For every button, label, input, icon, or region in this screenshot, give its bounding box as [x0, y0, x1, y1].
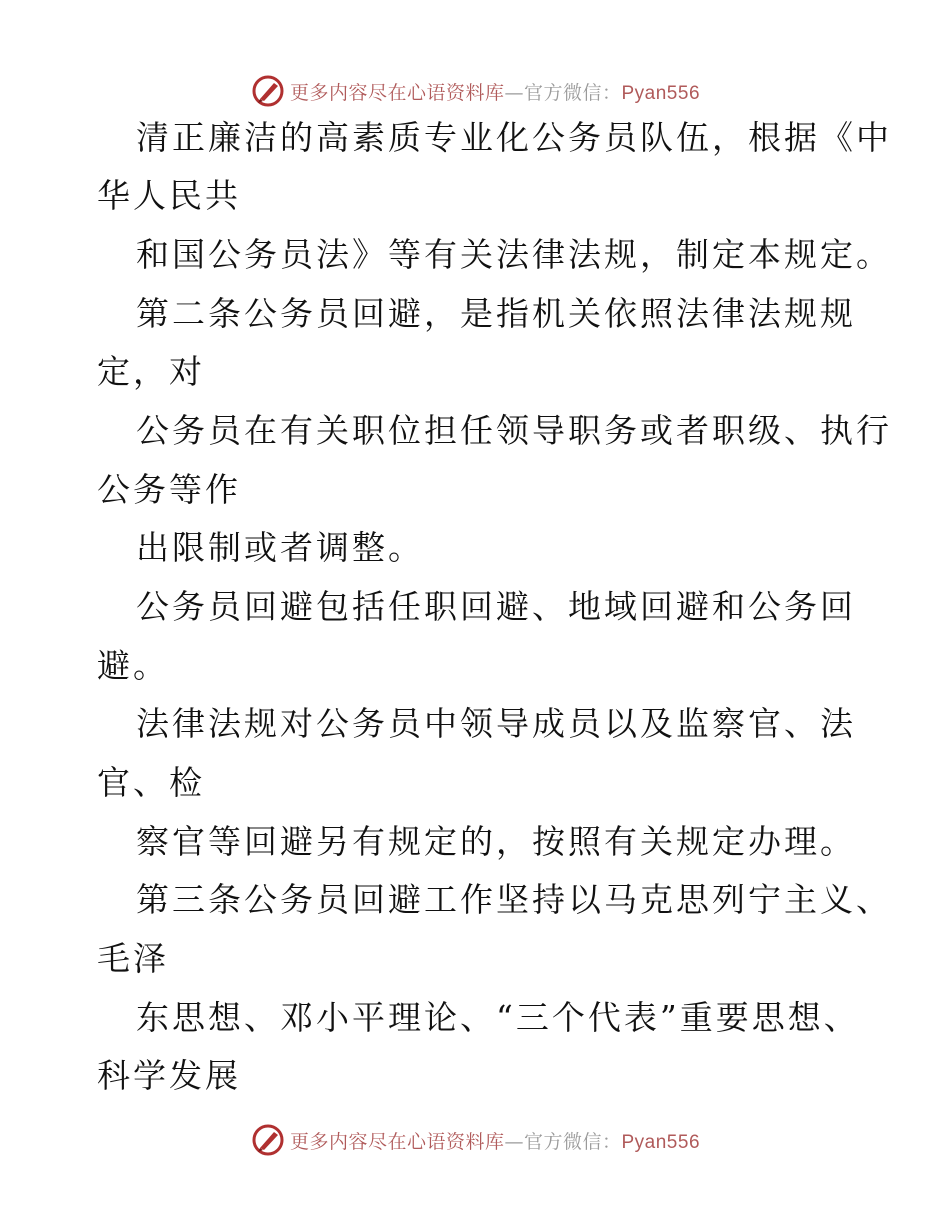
watermark-brand: 更多内容尽在心语资料库	[289, 1130, 505, 1153]
body-line: 出限制或者调整。	[136, 528, 424, 567]
body-line: 公务员在有关职位担任领导职务或者职级、执行	[136, 411, 892, 450]
body-line: 察官等回避另有规定的，按照有关规定办理。	[136, 822, 856, 861]
body-line: 清正廉洁的高素质专业化公务员队伍，根据《中	[136, 118, 892, 157]
watermark-wechat-id: Pyan556	[621, 82, 701, 104]
watermark-wechat-id: Pyan556	[621, 1131, 701, 1153]
watermark-brand: 更多内容尽在心语资料库	[289, 81, 505, 104]
body-line: 和国公务员法》等有关法律法规，制定本规定。	[136, 235, 892, 274]
body-line: 公务员回避包括任职回避、地域回避和公务回	[136, 587, 856, 626]
body-line: 法律法规对公务员中领导成员以及监察官、法	[136, 704, 856, 743]
header-watermark	[0, 71, 950, 111]
body-line: 定，对	[97, 352, 205, 391]
body-line: 第二条公务员回避，是指机关依照法律法规规	[136, 294, 856, 333]
watermark-official-label: 官方微信：	[523, 81, 622, 104]
footer-watermark	[0, 1120, 950, 1160]
body-line: 第三条公务员回避工作坚持以马克思列宁主义、	[136, 880, 892, 919]
body-line: 毛泽	[97, 939, 169, 978]
watermark-text	[290, 1127, 700, 1154]
body-line: 官、检	[97, 763, 205, 802]
body-line: 科学发展	[97, 1056, 241, 1095]
body-line: 东思想、邓小平理论、“三个代表”重要思想、	[136, 998, 860, 1037]
body-line: 避。	[97, 646, 169, 685]
body-line: 华人民共	[97, 176, 241, 215]
watermark-separator: —	[504, 1130, 524, 1153]
watermark-text	[290, 78, 700, 105]
watermark-separator: —	[504, 81, 524, 104]
pen-circle-logo-icon	[250, 73, 286, 109]
body-line: 公务等作	[97, 470, 241, 509]
pen-circle-logo-icon	[250, 1122, 286, 1158]
watermark-official-label: 官方微信：	[523, 1130, 622, 1153]
